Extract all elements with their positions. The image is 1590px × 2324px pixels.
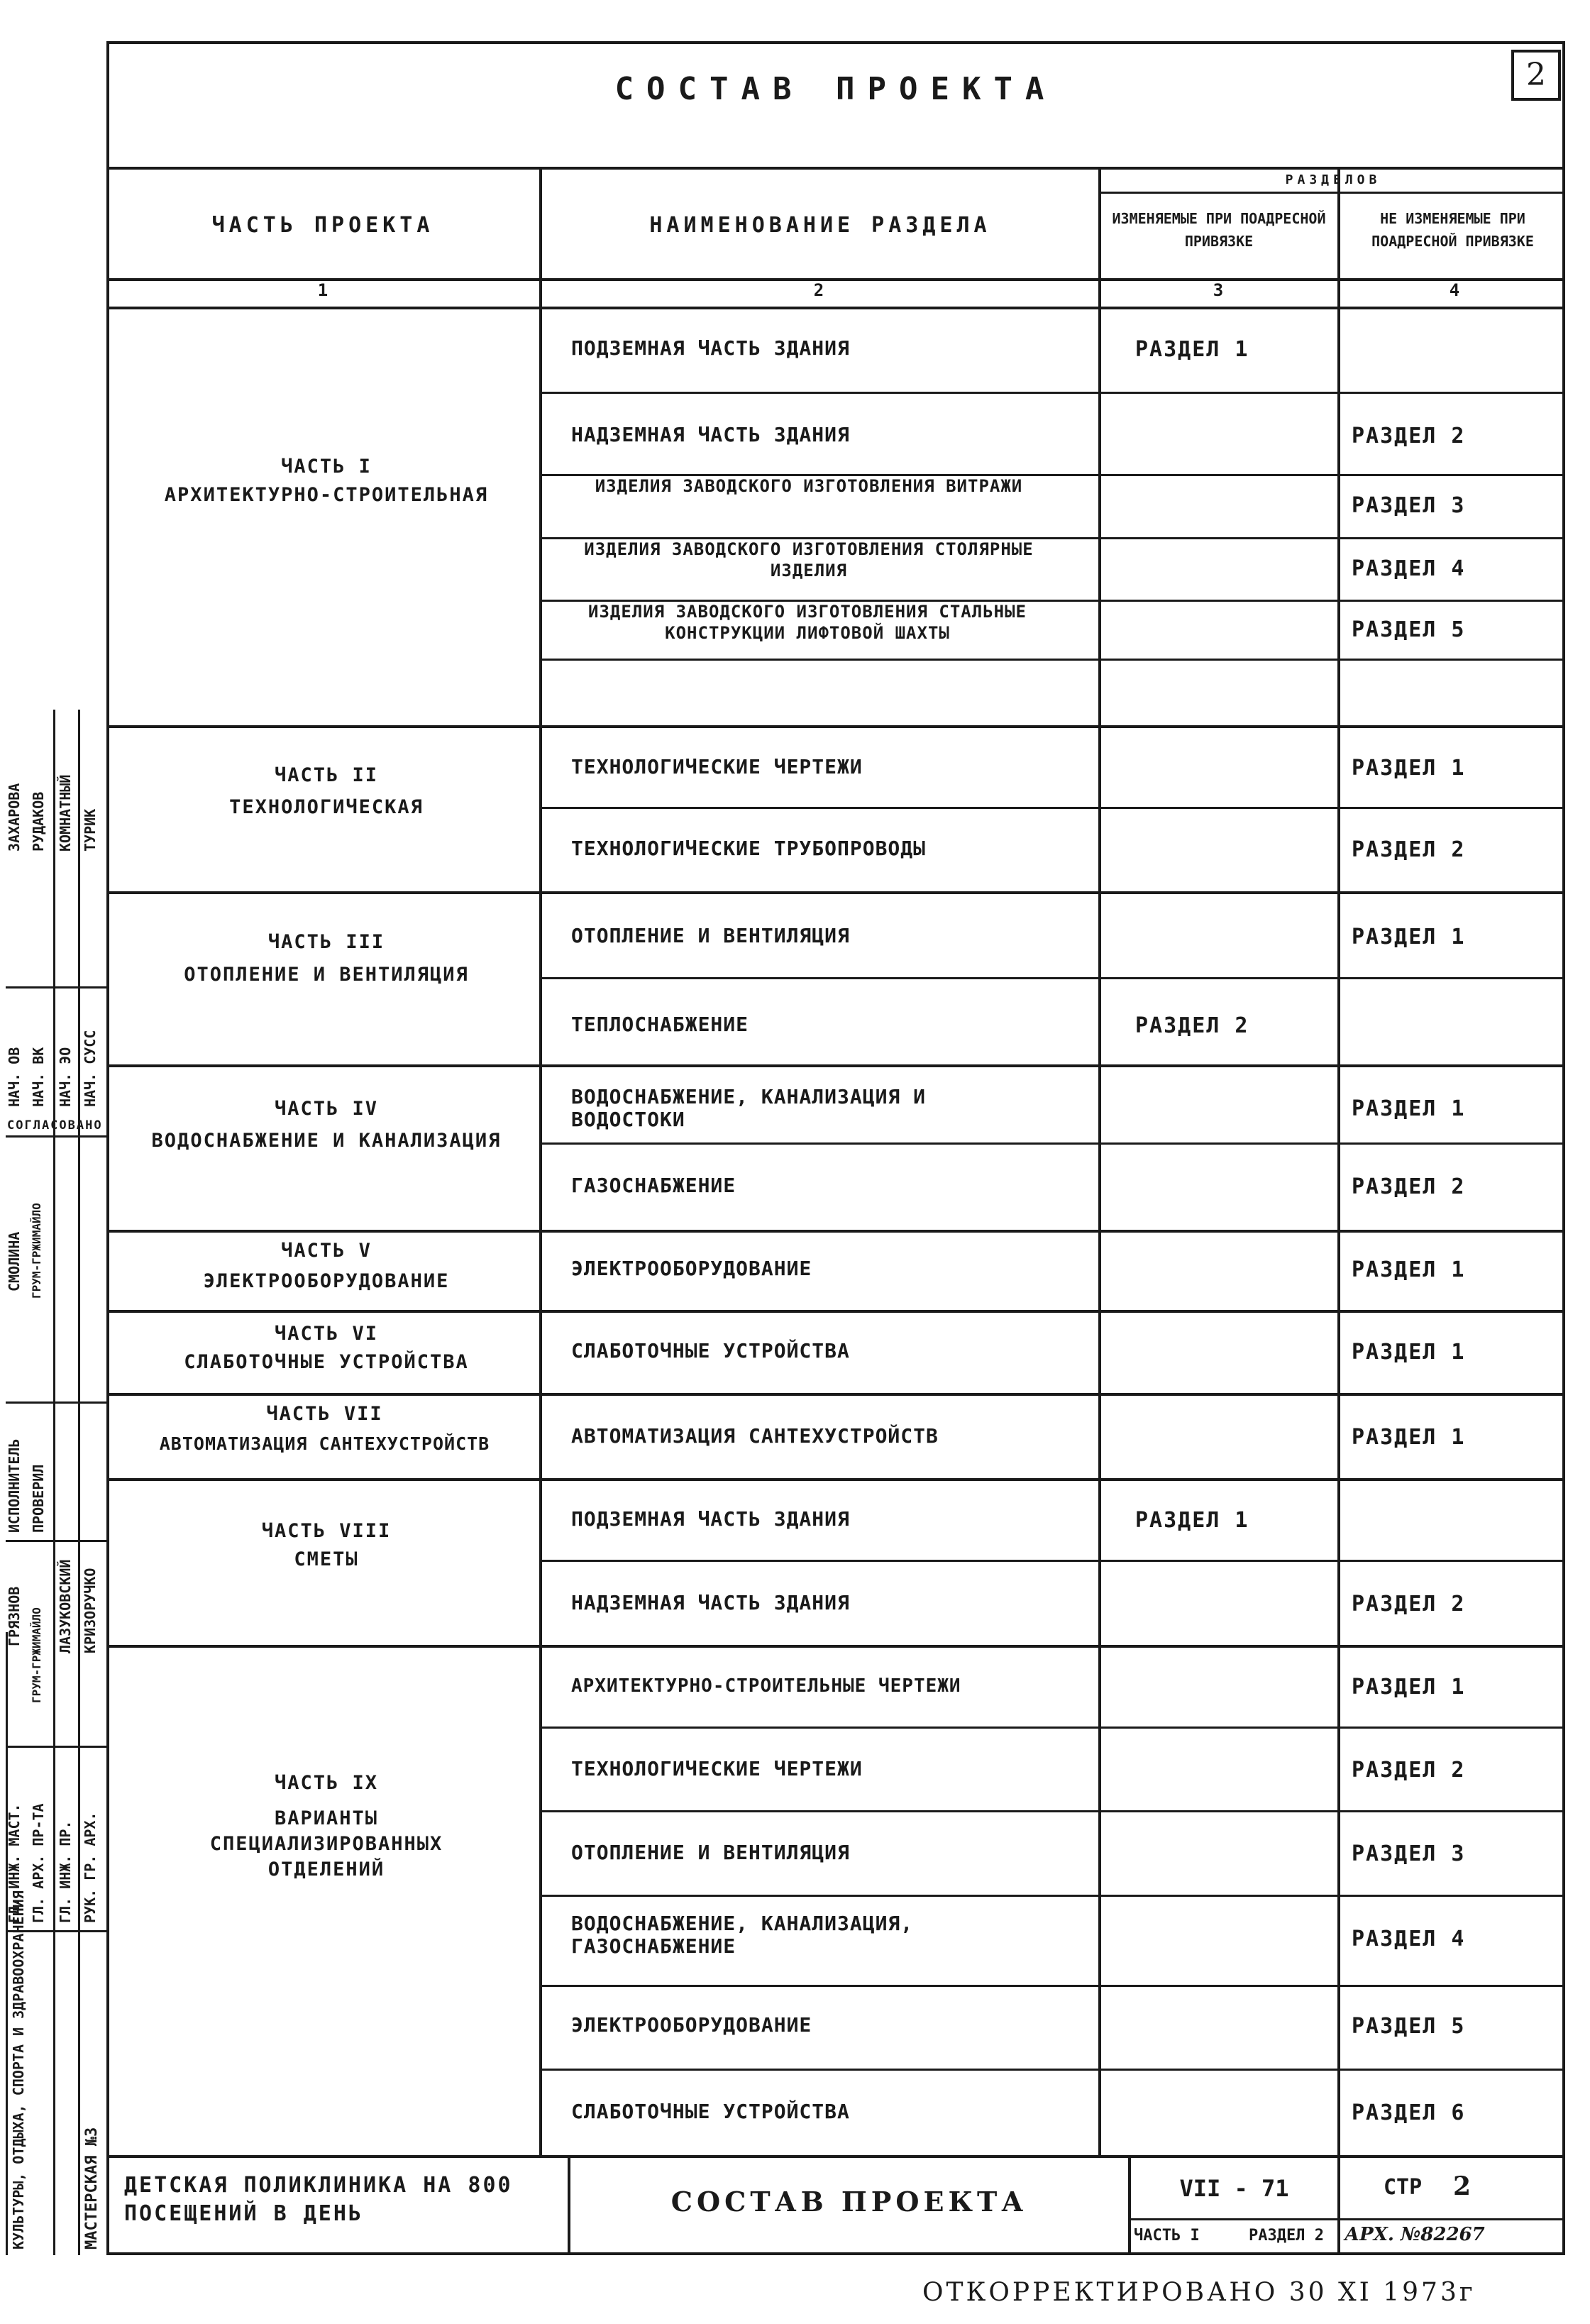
fixed-section: РАЗДЕЛ 1 — [1352, 1096, 1466, 1121]
fixed-section: РАЗДЕЛ 3 — [1352, 1841, 1466, 1866]
tb-section: РАЗДЕЛ 2 — [1249, 2227, 1324, 2245]
section-name: АВТОМАТИЗАЦИЯ САНТЕХУСТРОЙСТВ — [571, 1424, 939, 1448]
header-group: РАЗДЕЛОВ — [1285, 172, 1381, 187]
part-label: ЧАСТЬ VII — [266, 1403, 383, 1425]
fixed-section: РАЗДЕЛ 3 — [1352, 493, 1466, 518]
workshop-stamp: МАСТЕРСКАЯ №3 — [83, 2127, 101, 2249]
stamp-line — [6, 1401, 106, 1404]
part-divider — [106, 1393, 1565, 1396]
section-name: ОТОПЛЕНИЕ И ВЕНТИЛЯЦИЯ — [571, 924, 850, 947]
col-divider-2 — [1098, 167, 1101, 2155]
fixed-section: РАЗДЕЛ 4 — [1352, 556, 1466, 581]
part-divider — [106, 1645, 1565, 1648]
stamp-line — [78, 710, 80, 2255]
part-label: ЧАСТЬ VI — [274, 1323, 379, 1345]
stamp-role: РУК. ГР. АРХ. — [82, 1812, 99, 1923]
fixed-section: РАЗДЕЛ 1 — [1352, 756, 1466, 781]
col-number: 2 — [813, 280, 824, 300]
stamp-exec-name: СМОЛИНА — [6, 1231, 23, 1292]
fixed-section: РАЗДЕЛ 5 — [1352, 617, 1466, 642]
section-name: ГАЗОСНАБЖЕНИЕ — [571, 1174, 736, 1197]
fixed-section: РАЗДЕЛ 2 — [1352, 837, 1466, 862]
stamp-line — [6, 1540, 106, 1542]
part-divider — [106, 1064, 1565, 1067]
section-name: ВОДОСНАБЖЕНИЕ, КАНАЛИЗАЦИЯ И ВОДОСТОКИ — [571, 1085, 927, 1131]
number-row-divider — [106, 307, 1565, 309]
part-label: ЧАСТЬ VIII — [261, 1520, 392, 1542]
stamp-chief: НАЧ. ЭО — [57, 1047, 74, 1107]
stamp-name: ЛАЗУКОВСКИЙ — [57, 1559, 74, 1653]
stamp-line — [6, 1746, 106, 1748]
section-name: ИЗДЕЛИЯ ЗАВОДСКОГО ИЗГОТОВЛЕНИЯ СТОЛЯРНЫЕ ИЗДЕЛИЯ — [584, 539, 1034, 580]
section-name: ПОДЗЕМНАЯ ЧАСТЬ ЗДАНИЯ — [571, 1507, 850, 1531]
part-divider — [106, 1478, 1565, 1481]
fixed-section: РАЗДЕЛ 1 — [1352, 1425, 1466, 1450]
changeable-section: РАЗДЕЛ 2 — [1135, 1013, 1249, 1038]
fixed-section: РАЗДЕЛ 2 — [1352, 424, 1466, 448]
section-name: СЛАБОТОЧНЫЕ УСТРОЙСТВА — [571, 2100, 850, 2123]
part-name: ЭЛЕКТРООБОРУДОВАНИЕ — [203, 1270, 450, 1292]
section-name: ПОДЗЕМНАЯ ЧАСТЬ ЗДАНИЯ — [571, 336, 850, 360]
part-label: ЧАСТЬ I — [281, 456, 372, 478]
part-label: ЧАСТЬ V — [281, 1240, 372, 1262]
part-name: ВОДОСНАБЖЕНИЕ И КАНАЛИЗАЦИЯ — [151, 1130, 502, 1152]
row-divider — [539, 2069, 1565, 2071]
row-divider — [539, 977, 1565, 979]
stamp-top-name: ЗАХАРОВА — [6, 783, 23, 852]
part-divider — [106, 891, 1565, 894]
row-divider — [539, 392, 1565, 394]
part-name: СМЕТЫ — [294, 1548, 359, 1570]
stamp-name: КРИЗОРУЧКО — [82, 1568, 99, 1653]
col-divider-1 — [539, 167, 542, 2155]
part-name: ВАРИАНТЫ СПЕЦИАЛИЗИРОВАННЫХ ОТДЕЛЕНИЙ — [209, 1807, 443, 1880]
title-block-divider — [106, 2155, 1565, 2158]
stamp-role: ГЛ. ИНЖ. ПР. — [57, 1820, 74, 1923]
stamp-exec-name: ГРУМ-ГРЖИМАЙЛО — [30, 1203, 43, 1299]
part-label: ЧАСТЬ IV — [274, 1098, 379, 1120]
group-divider — [1098, 192, 1565, 194]
col-divider-3 — [1337, 167, 1340, 2155]
fixed-section: РАЗДЕЛ 1 — [1352, 925, 1466, 949]
part-name: АРХИТЕКТУРНО-СТРОИТЕЛЬНАЯ — [164, 484, 489, 506]
row-divider — [539, 659, 1565, 661]
stamp-top-name: РУДАКОВ — [30, 791, 47, 852]
stamp-name: ГРУМ-ГРЖИМАЙЛО — [30, 1607, 43, 1703]
part-label: ЧАСТЬ II — [274, 764, 379, 786]
part-label: ЧАСТЬ IX — [274, 1772, 379, 1794]
stamp-chief: НАЧ. ВК — [30, 1047, 47, 1107]
fixed-section: РАЗДЕЛ 6 — [1352, 2100, 1466, 2125]
page-number: 2 — [1453, 2171, 1472, 2201]
part-divider — [106, 725, 1565, 728]
stamp-exec-role: ИСПОЛНИТЕЛЬ — [6, 1438, 23, 1533]
fixed-section: РАЗДЕЛ 5 — [1352, 2014, 1466, 2039]
stamp-exec-role: ПРОВЕРИЛ — [30, 1464, 47, 1533]
section-name: ТЕХНОЛОГИЧЕСКИЕ ТРУБОПРОВОДЫ — [571, 837, 927, 860]
stamp-line — [6, 1632, 8, 2255]
project-name: ДЕТСКАЯ ПОЛИКЛИНИКА НА 800 ПОСЕЩЕНИЙ В ДЕНЬ — [124, 2173, 513, 2226]
header-fixed: НЕ ИЗМЕНЯЕМЫЕ ПРИ ПОАДРЕСНОЙ ПРИВЯЗКЕ — [1371, 210, 1534, 250]
fixed-section: РАЗДЕЛ 1 — [1352, 1675, 1466, 1700]
section-name: ИЗДЕЛИЯ ЗАВОДСКОГО ИЗГОТОВЛЕНИЯ ВИТРАЖИ — [595, 476, 1023, 496]
part-divider — [106, 1230, 1565, 1233]
fixed-section: РАЗДЕЛ 2 — [1352, 1758, 1466, 1783]
header-part: ЧАСТЬ ПРОЕКТА — [211, 213, 434, 238]
fixed-section: РАЗДЕЛ 2 — [1352, 1174, 1466, 1199]
row-divider — [539, 1142, 1565, 1145]
section-name: АРХИТЕКТУРНО-СТРОИТЕЛЬНЫЕ ЧЕРТЕЖИ — [571, 1675, 961, 1697]
section-name: СЛАБОТОЧНЫЕ УСТРОЙСТВА — [571, 1339, 850, 1362]
section-name: ТЕХНОЛОГИЧЕСКИЕ ЧЕРТЕЖИ — [571, 1757, 863, 1780]
stamp-name: ГРЯЗНОВ — [6, 1586, 23, 1646]
row-divider — [539, 1560, 1565, 1562]
series-code: VII - 71 — [1179, 2175, 1289, 2202]
stamp-role: ГЛ. АРХ. ПР-ТА — [30, 1803, 47, 1923]
stamp-top-name: ТУРИК — [82, 808, 99, 852]
stamp-role: ГЛ. ИНЖ. МАСТ. — [6, 1803, 23, 1923]
section-name: ЭЛЕКТРООБОРУДОВАНИЕ — [571, 2013, 812, 2037]
tb-divider — [1337, 2155, 1340, 2255]
tb-divider — [1128, 2218, 1565, 2220]
agreed-label: СОГЛАСОВАНО — [7, 1118, 103, 1133]
section-name: ТЕПЛОСНАБЖЕНИЕ — [571, 1013, 749, 1036]
section-name: ВОДОСНАБЖЕНИЕ, КАНАЛИЗАЦИЯ, ГАЗОСНАБЖЕНИЕ — [571, 1912, 914, 1958]
section-name: ТЕХНОЛОГИЧЕСКИЕ ЧЕРТЕЖИ — [571, 755, 863, 778]
fixed-section: РАЗДЕЛ 1 — [1352, 1340, 1466, 1365]
archive-number: АРХ. №82267 — [1345, 2224, 1485, 2245]
row-divider — [539, 1895, 1565, 1897]
section-name: ИЗДЕЛИЯ ЗАВОДСКОГО ИЗГОТОВЛЕНИЯ СТАЛЬНЫЕ КОНСТРУКЦИИ ЛИФТОВОЙ ШАХТЫ — [588, 602, 1027, 643]
row-divider — [539, 1727, 1565, 1729]
part-divider — [106, 1310, 1565, 1313]
fixed-section: РАЗДЕЛ 2 — [1352, 1592, 1466, 1617]
correction-note: ОТКОРРЕКТИРОВАНО 30 XI 1973г — [922, 2278, 1476, 2307]
page-label: СТР — [1384, 2175, 1423, 2200]
header-section-name: НАИМЕНОВАНИЕ РАЗДЕЛА — [649, 213, 991, 238]
stamp-line — [6, 986, 106, 988]
col-number: 3 — [1213, 280, 1224, 300]
col-number: 1 — [317, 280, 329, 300]
section-name: ОТОПЛЕНИЕ И ВЕНТИЛЯЦИЯ — [571, 1841, 850, 1864]
stamp-chief: НАЧ. ОВ — [6, 1047, 23, 1107]
page-title: СОСТАВ ПРОЕКТА — [614, 71, 1057, 107]
stamp-line — [53, 710, 55, 2255]
sheet-number: 2 — [1511, 50, 1561, 101]
stamp-top-name: КОМНАТНЫЙ — [57, 774, 74, 852]
part-name: АВТОМАТИЗАЦИЯ САНТЕХУСТРОЙСТВ — [159, 1433, 490, 1454]
part-name: ТЕХНОЛОГИЧЕСКАЯ — [229, 796, 424, 818]
tb-divider — [1128, 2155, 1131, 2255]
part-name: ОТОПЛЕНИЕ И ВЕНТИЛЯЦИЯ — [184, 964, 469, 986]
col-number: 4 — [1449, 280, 1460, 300]
section-name: ЭЛЕКТРООБОРУДОВАНИЕ — [571, 1257, 812, 1280]
stamp-line — [6, 1135, 106, 1138]
row-divider — [539, 807, 1565, 809]
part-name: СЛАБОТОЧНЫЕ УСТРОЙСТВА — [184, 1351, 469, 1373]
sheet-title: СОСТАВ ПРОЕКТА — [670, 2186, 1028, 2218]
header-changeable: ИЗМЕНЯЕМЫЕ ПРИ ПОАДРЕСНОЙ ПРИВЯЗКЕ — [1112, 210, 1326, 250]
changeable-section: РАЗДЕЛ 1 — [1135, 337, 1249, 362]
tb-part: ЧАСТЬ I — [1134, 2227, 1200, 2245]
fixed-section: РАЗДЕЛ 4 — [1352, 1927, 1466, 1951]
changeable-section: РАЗДЕЛ 1 — [1135, 1508, 1249, 1533]
section-name: НАДЗЕМНАЯ ЧАСТЬ ЗДАНИЯ — [571, 423, 850, 446]
org-stamp: КУЛЬТУРЫ, ОТДЫХА, СПОРТА И ЗДРАВООХРАНЕНИЯ — [10, 1890, 27, 2249]
row-divider — [539, 1985, 1565, 1987]
stamp-chief: НАЧ. СУСС — [82, 1030, 99, 1107]
row-divider — [539, 1810, 1565, 1812]
section-name: НАДЗЕМНАЯ ЧАСТЬ ЗДАНИЯ — [571, 1591, 850, 1614]
fixed-section: РАЗДЕЛ 1 — [1352, 1257, 1466, 1282]
part-label: ЧАСТЬ III — [267, 931, 385, 953]
